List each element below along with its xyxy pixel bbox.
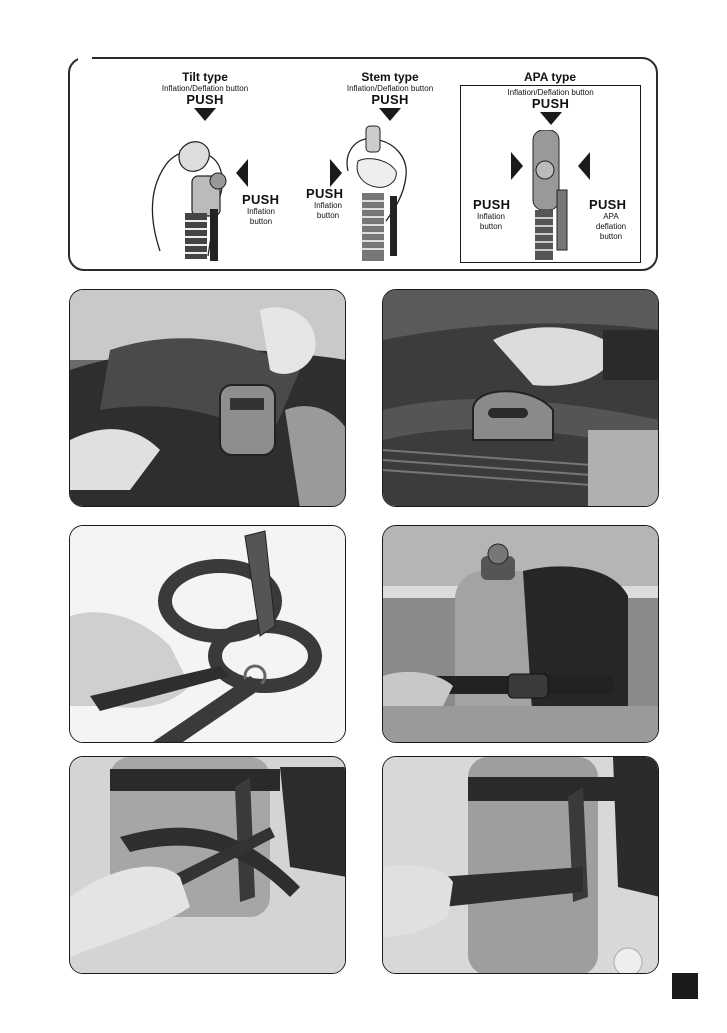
tilt-push-side-arrow [236, 159, 248, 187]
apa-push-top-label: PUSH [531, 96, 570, 111]
panel-corner-notch [78, 56, 92, 61]
tilt-type-subtitle: Inflation/Deflation button [161, 84, 249, 93]
apa-right-label-line3: button [599, 232, 623, 241]
stem-push-side-label: PUSH [306, 186, 344, 201]
tilt-inflation-button-label [242, 207, 280, 227]
stem-push-top-label: PUSH [371, 92, 409, 107]
stem-push-side-arrow [330, 159, 342, 187]
apa-push-down-arrow [540, 112, 562, 125]
tilt-push-top-label: PUSH [186, 92, 224, 107]
tilt-side-label-line2: button [249, 217, 273, 226]
tilt-push-down-arrow [194, 108, 216, 121]
apa-left-label-line2: button [479, 222, 503, 231]
stem-push-down-arrow [379, 108, 401, 121]
apa-type-frame [460, 85, 641, 263]
apa-type-header [460, 71, 640, 84]
strap-loop-photo-image [70, 526, 346, 743]
strap-tighten-photo-image [383, 757, 659, 974]
apa-push-right-arrow [578, 152, 590, 180]
photo-backpack-slot [382, 289, 659, 507]
stem-type-header [315, 71, 465, 121]
strap-buckle-photo-image [70, 290, 346, 507]
page-tab-marker [672, 973, 698, 999]
apa-inflator-illustration [519, 130, 579, 260]
tilt-type-header [130, 71, 280, 121]
photo-strap-loop [69, 525, 346, 743]
apa-push-right-label: PUSH [589, 197, 627, 212]
inflator-types-panel [68, 57, 658, 271]
apa-inflation-button-label [471, 212, 511, 232]
stem-side-label-line2: button [316, 211, 340, 220]
apa-push-left-label: PUSH [473, 197, 511, 212]
stem-type-subtitle: Inflation/Deflation button [346, 84, 434, 93]
tank-mount-photo-image [383, 526, 659, 743]
stem-inflator-hand-illustration [338, 121, 418, 261]
apa-type-title: APA type [523, 70, 576, 84]
tilt-push-side-label: PUSH [242, 192, 280, 207]
apa-left-label-line1: Inflation [476, 212, 506, 221]
apa-right-label-line1: APA [603, 212, 619, 221]
stem-type-title: Stem type [361, 70, 419, 84]
apa-type-subtitle: Inflation/Deflation button [507, 88, 594, 97]
photo-strap-buckle [69, 289, 346, 507]
tilt-inflator-hand-illustration [140, 121, 250, 261]
photo-strap-threading [69, 756, 346, 974]
apa-right-label-line2: deflation [595, 222, 627, 231]
apa-push-left-arrow [511, 152, 523, 180]
tilt-type-title: Tilt type [182, 70, 228, 84]
photo-strap-tighten [382, 756, 659, 974]
apa-deflation-button-label [589, 212, 633, 242]
stem-side-label-line1: Inflation [313, 201, 343, 210]
photo-tank-mount [382, 525, 659, 743]
strap-threading-photo-image [70, 757, 346, 974]
backpack-slot-photo-image [383, 290, 659, 507]
tilt-side-label-line1: Inflation [246, 207, 276, 216]
stem-inflation-button-label [308, 201, 348, 221]
